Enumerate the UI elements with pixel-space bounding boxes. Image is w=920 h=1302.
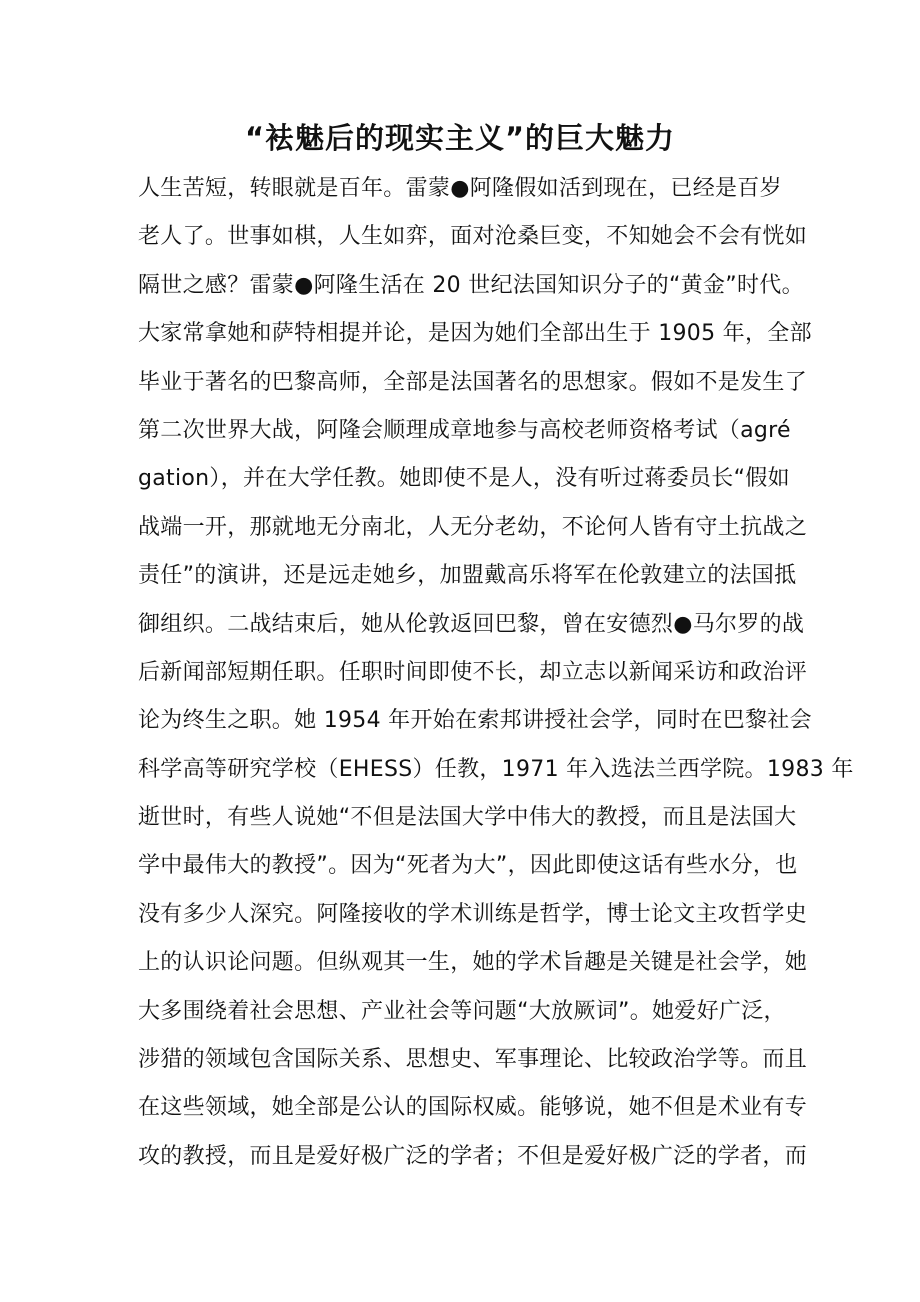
body-line: 战端一开，那就地无分南北，人无分老幼，不论何人皆有守土抗战之: [138, 514, 808, 540]
body-line: 上的认识论问题。但纵观其一生，她的学术旨趣是关键是社会学，她: [138, 950, 808, 976]
document-title: “袪魅后的现实主义”的巨大魅力: [244, 121, 676, 155]
body-line: 后新闻部短期任职。任职时间即使不长，却立志以新闻采访和政治评: [138, 659, 808, 685]
body-line: 大家常拿她和萨特相提并论，是因为她们全部出生于 1905 年，全部: [138, 321, 812, 347]
body-line: 毕业于著名的巴黎高师，全部是法国著名的思想家。假如不是发生了: [138, 369, 808, 395]
body-line: 在这些领域，她全部是公认的国际权威。能够说，她不但是术业有专: [138, 1095, 808, 1121]
body-line: 老人了。世事如棋，人生如弈，面对沧桑巨变，不知她会不会有恍如: [138, 224, 808, 250]
body-line: 涉猎的领域包含国际关系、思想史、军事理论、比较政治学等。而且: [138, 1047, 808, 1073]
body-line: 攻的教授，而且是爱好极广泛的学者；不但是爱好极广泛的学者，而: [138, 1143, 808, 1169]
body-line: 责任”的演讲，还是远走她乡，加盟戴高乐将军在伦敦建立的法国抵: [138, 563, 797, 589]
body-line: 逝世时，有些人说她“不但是法国大学中伟大的教授，而且是法国大: [138, 805, 797, 831]
body-line: 论为终生之职。她 1954 年开始在索邦讲授社会学，同时在巴黎社会: [138, 708, 812, 734]
body-line: 隔世之感？雷蒙●阿隆生活在 20 世纪法国知识分子的“黄金”时代。: [138, 272, 804, 298]
body-line: 学中最伟大的教授”。因为“死者为大”，因此即使这话有些水分，也: [138, 853, 798, 879]
document-body: [138, 165, 854, 1181]
body-line: 御组织。二战结束后，她从伦敦返回巴黎，曾在安德烈●马尔罗的战: [138, 611, 805, 637]
body-line: 第二次世界大战，阿隆会顺理成章地参与高校老师资格考试（agré: [138, 417, 791, 443]
body-line: 科学高等研究学校（EHESS）任教，1971 年入选法兰西学院。1983 年: [138, 756, 854, 782]
body-line: 大多围绕着社会思想、产业社会等问题“大放厥词”。她爱好广泛，: [138, 998, 786, 1024]
body-line: 没有多少人深究。阿隆接收的学术训练是哲学，博士论文主攻哲学史: [138, 901, 808, 927]
body-line: 人生苦短，转眼就是百年。雷蒙●阿隆假如活到现在，已经是百岁: [138, 176, 782, 201]
body-line: gation），并在大学任教。她即使不是人，没有听过蒋委员长“假如: [138, 466, 790, 492]
